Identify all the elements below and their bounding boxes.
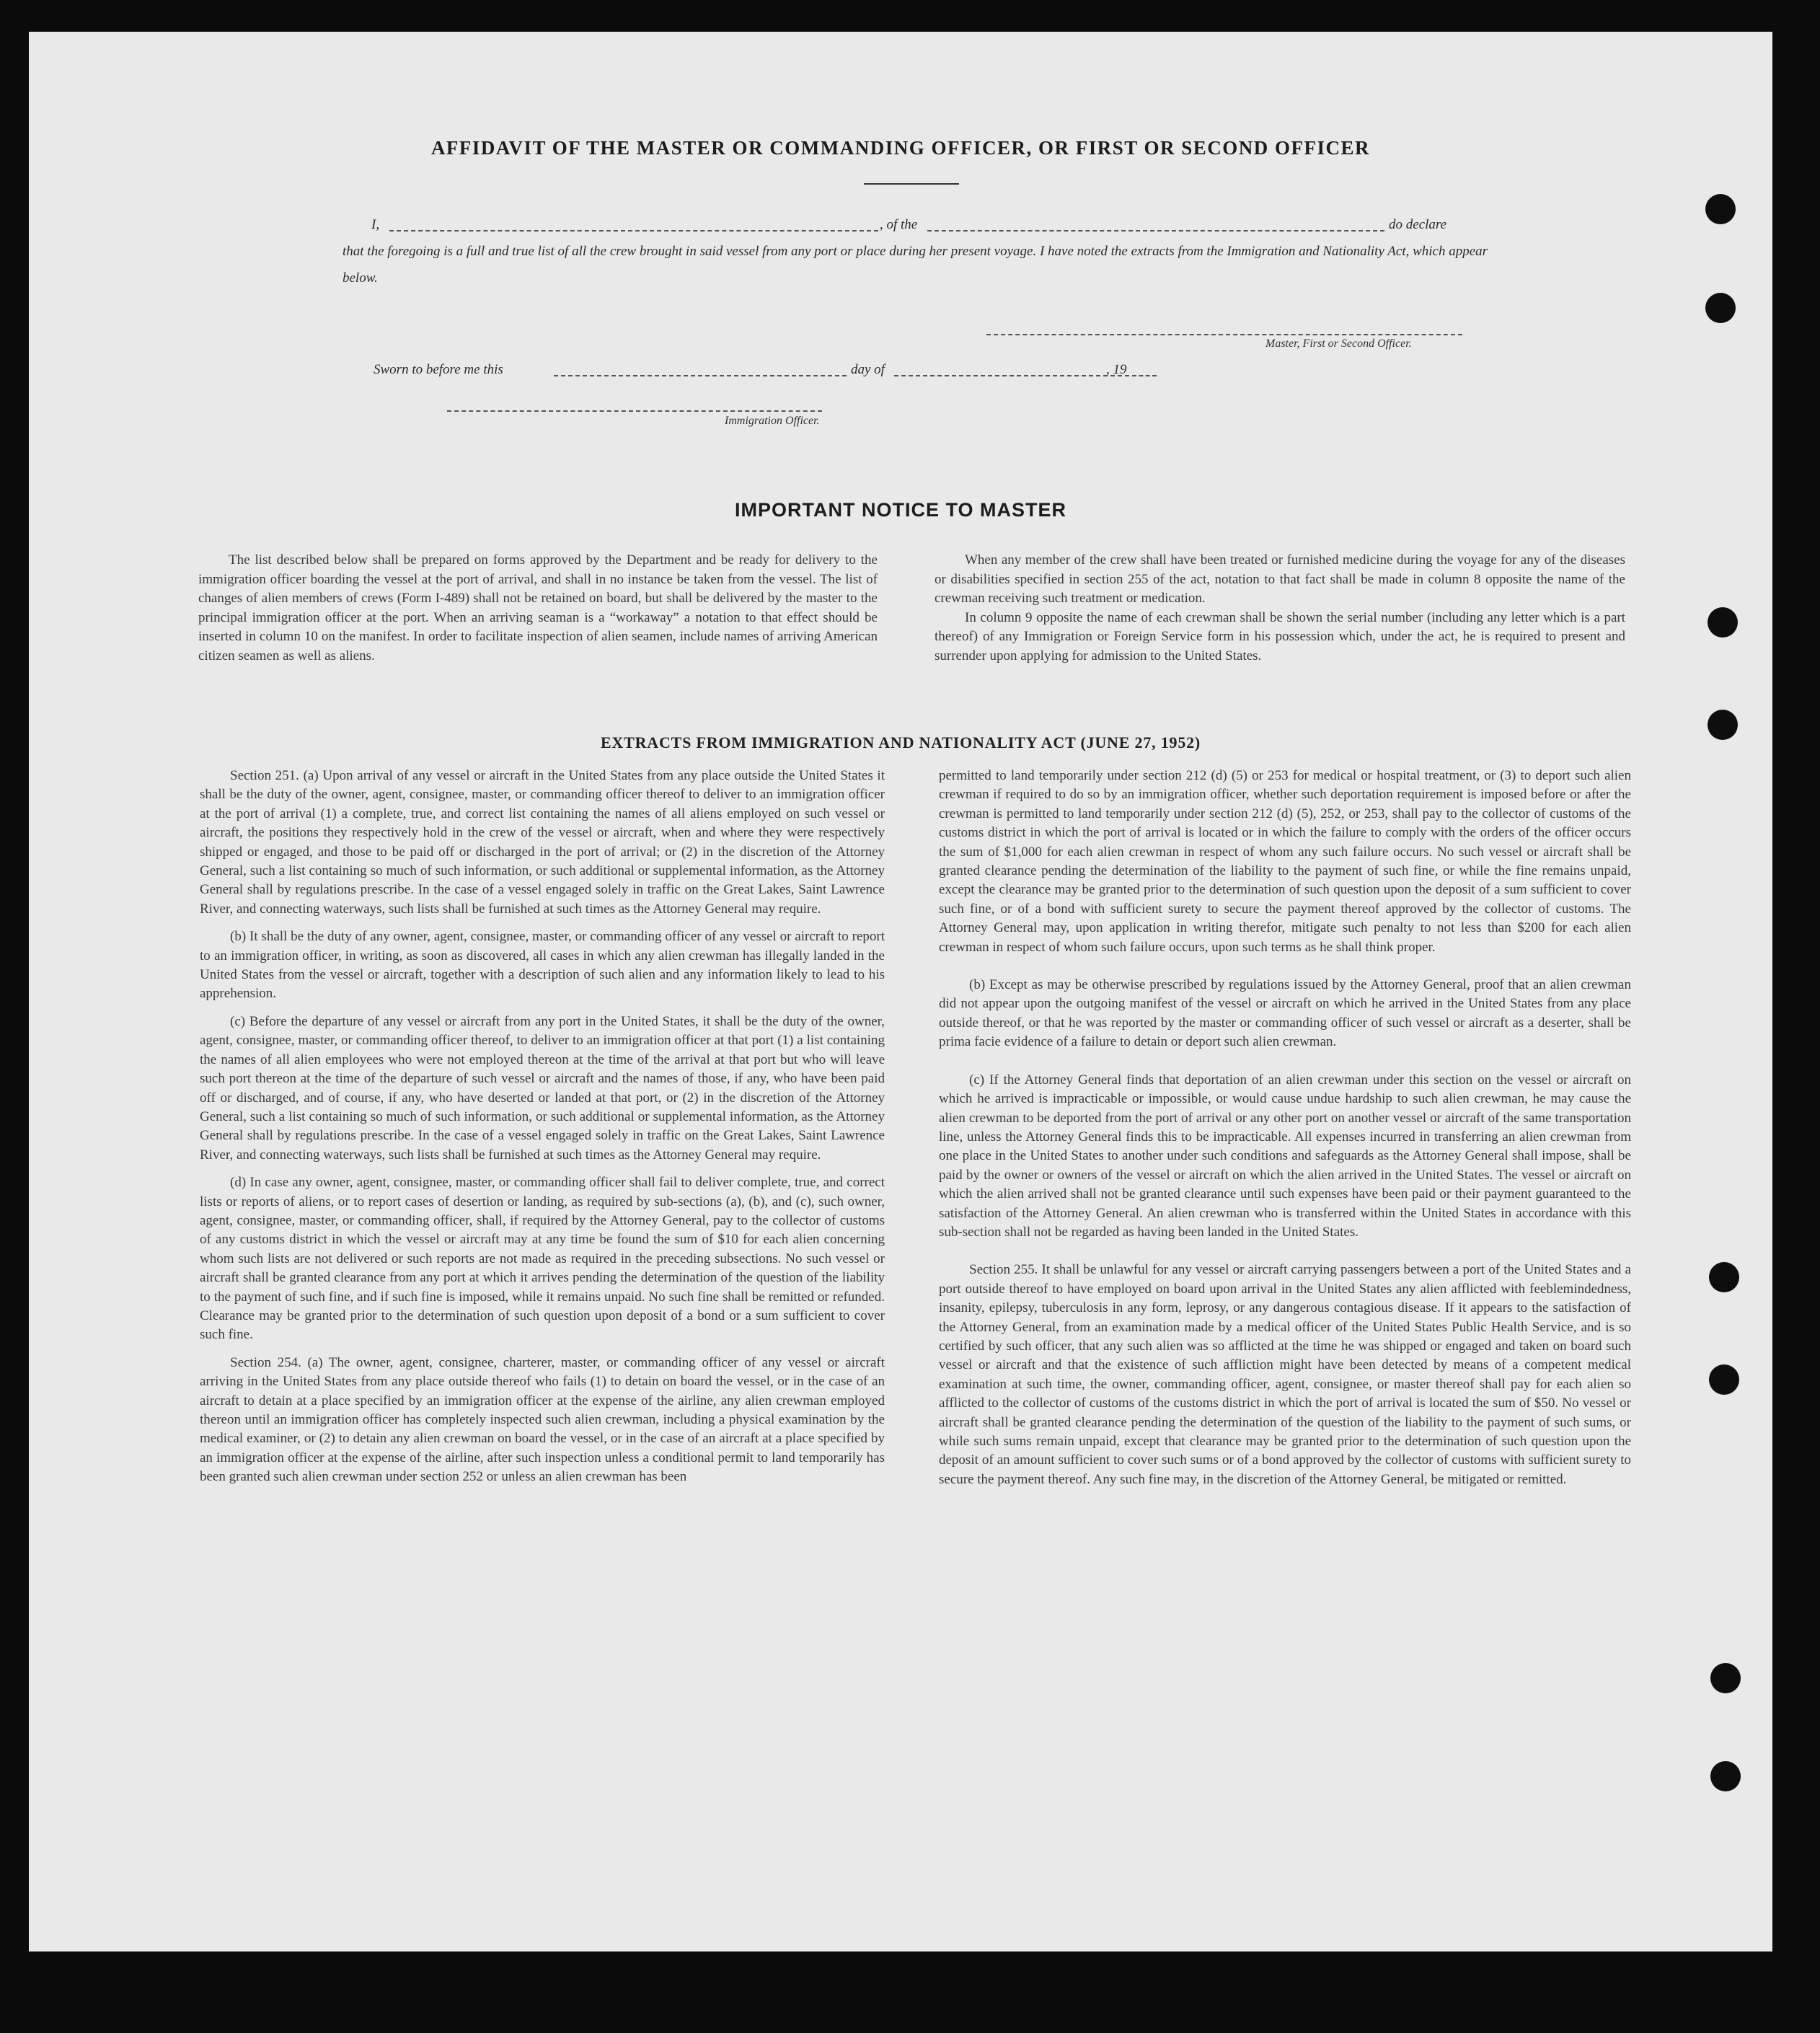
binder-hole [1710, 1761, 1741, 1791]
immigration-officer-caption: Immigration Officer. [725, 415, 820, 427]
year-label: , 19 [1106, 362, 1127, 377]
declarant-label: I, [371, 217, 380, 232]
extract-paragraph: (c) Before the departure of any vessel or aircraft from any port in the United States, it shall be the duty of the owner, agent, consignee, master, or commanding officer thereof, to deliver to an immigration officer at that port (1) a list containing the names of all alien employees who were not employed thereon at the time of the arrival at that port but who will leave such port thereon at the time of the departure of such vessel or aircraft and the names of those, if any, who have been paid off or discharged, and of course, if any, who have deserted or landed at that port, or (2) in the discretion of the Attorney General, such a list containing so much of such information, or such additional or supplemental information, as the Attorney General shall by regulations prescribe. In the case of a vessel engaged solely in traffic on the Great Lakes, Saint Lawrence River, and connecting waterways, such lists shall be furnished at such times as the Attorney General may require. [200, 1013, 885, 1163]
notice-title: IMPORTANT NOTICE TO MASTER [735, 499, 1066, 521]
declarant-name-field[interactable] [389, 230, 878, 231]
notice-right-column [935, 551, 1625, 666]
form-page [29, 32, 1772, 1952]
title-underline [864, 183, 959, 185]
binder-hole [1709, 1364, 1739, 1395]
sworn-label: Sworn to before me this [374, 362, 503, 377]
sworn-year-field[interactable] [1132, 375, 1157, 376]
binder-hole [1705, 194, 1736, 224]
master-signature-caption: Master, First or Second Officer. [1265, 338, 1412, 350]
immigration-officer-signature-field[interactable] [447, 410, 822, 412]
binder-hole [1709, 1262, 1739, 1292]
affidavit-title: AFFIDAVIT OF THE MASTER OR COMMANDING OFFICER, OR FIRST OR SECOND OFFICER [430, 137, 1371, 159]
notice-paragraph: When any member of the crew shall have been treated or furnished medicine during the voyage for any of the diseases or disabilities specified in section 255 of the act, notation to that fact shall be made in column 8 opposite the name of the crewman receiving such treatment or medication. [935, 552, 1625, 606]
do-declare-label: do declare [1389, 217, 1447, 232]
declaration-text: that the foregoing is a full and true list of all the crew brought in said vessel from any port or place during her present voyage. I have noted the extracts from the Immigration and Nationality Act, which appear below. [343, 244, 1488, 286]
notice-paragraph: The list described below shall be prepared on forms approved by the Department and be ready for delivery to the immigration officer boarding the vessel at the port of arrival, and shall in no instance be taken from the vessel. The list of changes of alien members of crews (Form I-489) shall not be retained on board, but shall be delivered by the master to the principal immigration officer at the port. When an arriving seaman is a “workaway” a notation to that effect should be inserted in column 10 on the manifest. In order to facilitate inspection of alien seamen, include names of arriving American citizen seamen as well as aliens. [198, 552, 878, 663]
sworn-month-field[interactable] [894, 375, 1129, 376]
sworn-day-field[interactable] [554, 375, 847, 376]
extracts-left-column [200, 767, 885, 1487]
binder-hole [1705, 293, 1736, 323]
notice-paragraph: In column 9 opposite the name of each crewman shall be shown the serial number (including any letter which is a part thereof) of any Immigration or Foreign Service form in his possession which, under the act, he is required to present and surrender upon applying for admission to the United States. [935, 609, 1625, 663]
extract-paragraph: Section 254. (a) The owner, agent, consignee, charterer, master, or commanding officer of any vessel or aircraft arriving in the United States from any place outside thereof who fails (1) to detain on board the vessel, or in the case of an aircraft to detain at a place specified by an immigration officer at the expense of the airline, any alien crewman employed thereon until an immigration officer has completely inspected such alien crewman, including a physical examination by the medical examiner, or (2) to detain any alien crewman on board the vessel, or in the case of an aircraft at a place specified by an immigration officer at the expense of the airline, after such inspection unless a conditional permit to land temporarily has been granted such alien crewman under section 252 or unless an alien crewman has been [200, 1354, 885, 1485]
binder-hole [1708, 607, 1738, 638]
binder-hole [1710, 1663, 1741, 1693]
extract-paragraph: permitted to land temporarily under section 212 (d) (5) or 253 for medical or hospital treatment, or (3) to deport such alien crewman if required to do so by an immigration officer, whether such deportation requirement is imposed before or after the crewman is permitted to land temporarily under section 212 (d) (5), 252, or 253, shall pay to the collector of customs of the customs district in which the port of arrival is located or in which the failure to comply with the orders of the officer occurs the sum of $1,000 for each alien crewman in respect of whom any such failure occurs. No such vessel or aircraft shall be granted clearance pending the determination of the liability to the payment of such fine, or while the fine remains unpaid, except the clearance may be granted prior to the determination of such question upon the deposit of a sum sufficient to cover such fine, or of a bond with sufficient surety to secure the payment thereof approved by the collector of customs. The Attorney General may, upon application in writing therefor, mitigate such penalty to not less than $200 for each alien crewman in respect of whom such failure occurs, upon such terms as he shall think proper. [939, 768, 1631, 955]
day-of-label: day of [851, 362, 885, 377]
master-signature-field[interactable] [986, 334, 1462, 335]
extract-paragraph: (b) Except as may be otherwise prescribed by regulations issued by the Attorney General, proof that an alien crewman did not appear upon the outgoing manifest of the vessel or aircraft on which he arrived in the United States from any place outside thereof, or that he was reported by the master or commanding officer of such vessel or aircraft as a deserter, shall be prima facie evidence of a failure to detain or deport such alien crewman. [939, 977, 1631, 1050]
extract-paragraph: Section 255. It shall be unlawful for any vessel or aircraft carrying passengers between a port of the United States and a port outside thereof to have employed on board upon arrival in the United States any alien afflicted with feeblemindedness, insanity, epilepsy, tuberculosis in any form, leprosy, or any dangerous contagious disease. If it appears to the satisfaction of the Attorney General, from an examination made by a medical officer of the United States Public Health Service, and is so certified by such officer, that any such alien was so afflicted at the time he was shipped or engaged and taken on board such vessel or aircraft and that the existence of such affliction might have been detected by means of a competent medical examination at such time, the owner, commanding officer, agent, consignee, or master thereof shall pay for each alien so afflicted to the collector of customs of the customs district in which the port of arrival is located the sum of $50. No vessel or aircraft shall be granted clearance pending the determination of the question of the liability to the payment of such sums, or while such sums remain unpaid, except that clearance may be granted prior to the determination of such question upon the deposit of an amount sufficient to cover such sums or of a bond approved by the collector of customs with sufficient surety to secure the payment thereof. Any such fine may, in the discretion of the Attorney General, be mitigated or remitted. [939, 1262, 1631, 1487]
extract-paragraph: (d) In case any owner, agent, consignee, master, or commanding officer shall fail to deliver complete, true, and correct lists or reports of aliens, or to report cases of desertion or landing, as required by sub-sections (a), (b), and (c), such owner, agent, consignee, master, or commanding officer, shall, if required by the Attorney General, pay to the collector of customs of any customs district in which the vessel or aircraft may at any time be found the sum of $10 for each alien concerning whom such lists are not delivered or such reports are not made as required in the preceding subsections. No such vessel or aircraft shall be granted clearance from any port at which it arrives pending the determination of the question of the liability to the payment of such fine, and if such fine is imposed, while it remains unpaid. No such fine shall be remitted or refunded. Clearance may be granted prior to the determination of such question upon deposit of a bond or a sum sufficient to cover such fine. [200, 1175, 885, 1343]
extracts-title: EXTRACTS FROM IMMIGRATION AND NATIONALITY ACT (JUNE 27, 1952) [600, 733, 1201, 751]
extract-paragraph: (c) If the Attorney General finds that deportation of an alien crewman under this section on the vessel or aircraft on which he arrived is impracticable or impossible, or would cause undue hardship to such alien crewman, he may cause the alien crewman to be deported from the port of arrival or any other port on another vessel or aircraft of the same transportation line, unless the Attorney General finds this to be impracticable. All expenses incurred in transferring an alien crewman from one place in the United States to another under such conditions and safeguards as the Attorney General shall impose, shall be paid by the owner or owners of the vessel or aircraft on which the alien arrived in the United States. The vessel or aircraft on which the alien arrived shall not be granted clearance until such expenses have been paid or their payment guaranteed to the satisfaction of the Attorney General. An alien crewman who is transferred within the United States in accordance with this sub-section shall not be regarded as having been landed in the United States. [939, 1072, 1631, 1240]
extract-paragraph: (b) It shall be the duty of any owner, agent, consignee, master, or commanding officer of any vessel or aircraft to report to an immigration officer, in writing, as soon as discovered, all cases in which any alien crewman has illegally landed in the United States from the vessel or aircraft, together with a description of such alien and any information likely to lead to his apprehension. [200, 929, 885, 1002]
notice-left-column [198, 551, 878, 666]
extracts-right-column [939, 767, 1631, 1489]
vessel-label: , of the [880, 217, 918, 232]
vessel-name-field[interactable] [927, 230, 1384, 231]
extract-paragraph: Section 251. (a) Upon arrival of any vessel or aircraft in the United States from any place outside the United States it shall be the duty of the owner, agent, consignee, master, or commanding officer thereof to deliver to an immigration officer at the port of arrival (1) a complete, true, and correct list containing the names of all aliens employed on such vessel or aircraft, the positions they respectively hold in the crew of the vessel or aircraft, when and where they were respectively shipped or engaged, and those to be paid off or discharged in the port of arrival; or (2) in the discretion of the Attorney General, such a list containing so much of such information, or such additional or supplemental information, as the Attorney General shall by regulations prescribe. In the case of a vessel engaged solely in traffic on the Great Lakes, Saint Lawrence River, and connecting waterways, such lists shall be furnished at such times as the Attorney General may require. [200, 768, 885, 917]
